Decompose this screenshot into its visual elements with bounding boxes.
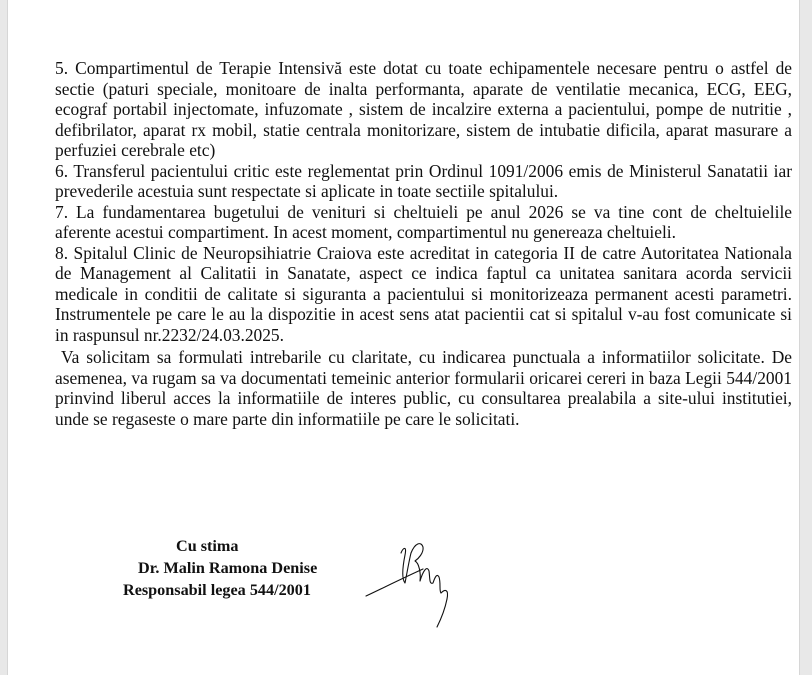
handwritten-signature — [363, 533, 468, 633]
signatory-role: Responsabil legea 544/2001 — [123, 581, 311, 599]
paragraph-request-clarity: Va solicitam sa formulati intrebarile cu claritate, cu indicarea punctuala a informatiilor solicitate. De asemenea, va rugam sa va documentati temeinic anterior formularii oricarei cereri in baza Legii 544/2001 prinvind liberul acces la informatiile de interes public, cu consultarea prealabila a site-ului institutiei, unde se regaseste o mare parte din informatiile pe care le solicitati. — [55, 347, 792, 429]
document-page — [7, 0, 800, 675]
signature-stroke-loop2 — [411, 544, 423, 581]
signature-stroke-tail — [437, 591, 448, 627]
signature-block — [123, 535, 317, 601]
signature-stroke-loop1 — [401, 548, 411, 583]
paragraph-7-budget: 7. La fundamentarea bugetului de venituri si cheltuieli pe anul 2026 se va tine cont de cheltuielile aferente acestui compartiment. In acest moment, compartimentul nu genereaza cheltuieli. — [55, 201, 792, 242]
signatory-name: Dr. Malin Ramona Denise — [138, 559, 318, 577]
paragraph-5-equipment: 5. Compartimentul de Terapie Intensivă este dotat cu toate echipamentele necesare pentru o astfel de sectie (paturi speciale, monitoare de inalta performanta, aparate de ventilatie mecanica, ECG, EEG, ecograf portabil injectomate, infuzomate , sistem de incalzire externa a pacientului, pompe de nutritie , defibrilator, aparat rx mobil, statie centrala monitorizare, sistem de intubatie dificila, aparat masurare a perfuziei cerebrale etc) — [55, 58, 792, 160]
paragraph-8-accreditation: 8. Spitalul Clinic de Neuropsihiatrie Craiova este acreditat in categoria II de catre Autoritatea Nationala de Management al Calitatii in Sanatate, aspect ce indica faptul ca unitatea sanitara acorda servicii medicale in conditii de calitate si siguranta a pacientului si monitorizeaza permanent acesti parametri. Instrumentele pe care le au la dispozitie in acest sens atat pacientii cat si spitalul v-au fost comunicate si in raspunsul nr.2232/24.03.2025. — [55, 242, 792, 345]
signature-stroke-loop3 — [420, 569, 441, 593]
signature-stroke-main — [366, 569, 423, 596]
document-body — [55, 58, 792, 429]
closing-text: Cu stima — [176, 537, 239, 555]
paragraph-6-transfer: 6. Transferul pacientului critic este reglementat prin Ordinul 1091/2006 emis de Ministerul Sanatatii iar prevederile acestuia sunt respectate si aplicate in toate sectiile spitalului. — [55, 160, 792, 201]
